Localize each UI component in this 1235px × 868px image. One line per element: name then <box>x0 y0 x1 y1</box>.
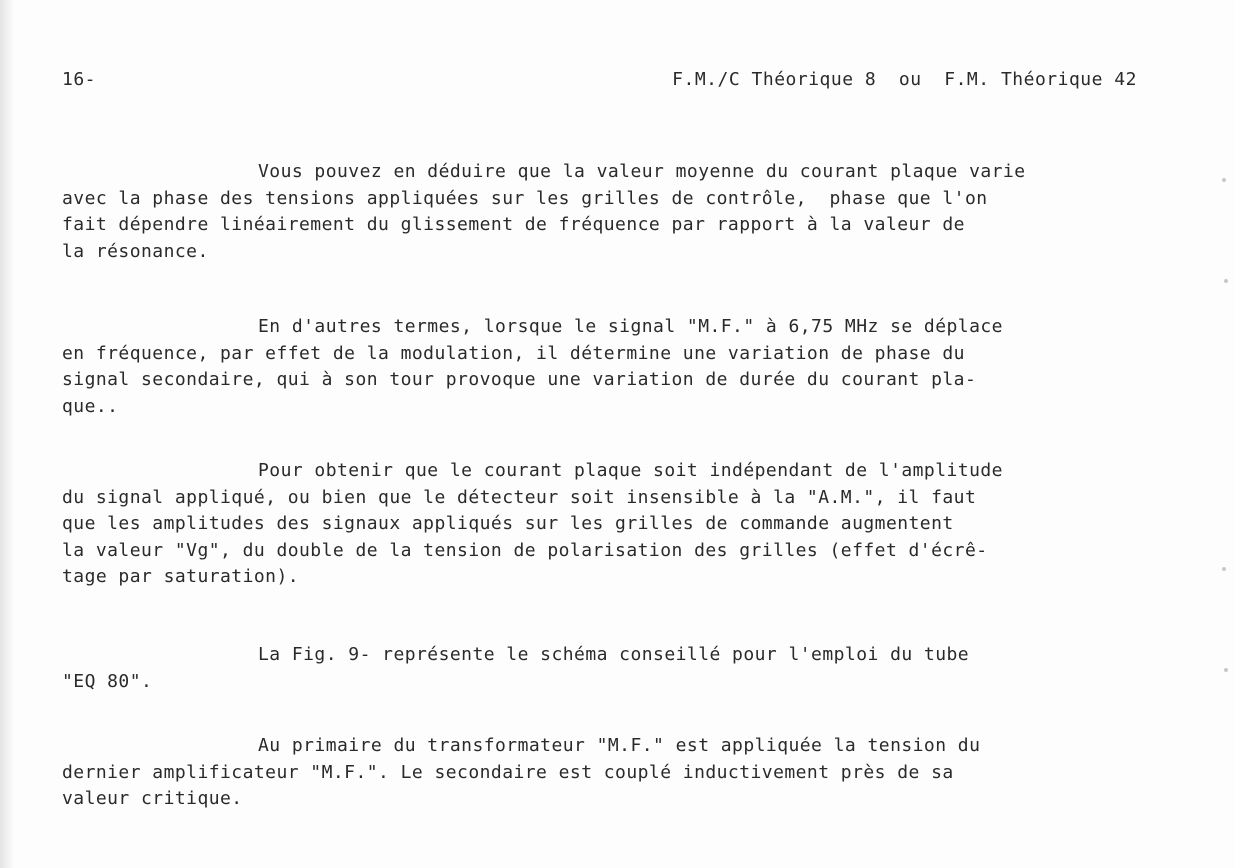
text-line: Pour obtenir que le courant plaque soit indépendant de l'amplitude <box>258 460 1003 481</box>
scan-speck <box>1222 567 1226 571</box>
text-line: "EQ 80". <box>62 670 153 692</box>
text-line: que.. <box>62 395 119 417</box>
text-line: La Fig. 9- représente le schéma conseillé pour l'emploi du tube <box>258 644 970 665</box>
scan-speck <box>1224 668 1228 672</box>
text-line: la résonance. <box>62 240 209 262</box>
text-line: du signal appliqué, ou bien que le détecteur soit insensible à la "A.M.", il faut <box>62 486 977 508</box>
text-line: valeur critique. <box>62 788 243 809</box>
scan-edge-shadow <box>0 0 14 868</box>
text-line: dernier amplificateur "M.F.". Le secondaire est couplé inductivement près de sa <box>62 761 954 783</box>
text-line: fait dépendre linéairement du glissement de fréquence par rapport à la valeur de <box>62 214 965 235</box>
paragraph <box>62 642 1142 695</box>
scan-speck <box>1222 178 1226 182</box>
text-line: Vous pouvez en déduire que la valeur moyenne du courant plaque varie <box>258 161 1026 182</box>
scan-speck <box>1224 279 1228 283</box>
text-line: tage par saturation). <box>62 566 300 587</box>
text-line: avec la phase des tensions appliquées sur les grilles de contrôle, phase que l'on <box>62 187 988 209</box>
text-line: que les amplitudes des signaux appliqués sur les grilles de commande augmentent <box>62 513 954 534</box>
text-line: En d'autres termes, lorsque le signal "M.F." à 6,75 MHz se déplace <box>258 316 1003 337</box>
page-number: 16- <box>62 69 97 90</box>
paragraph <box>62 314 1142 420</box>
paragraph <box>62 159 1142 265</box>
text-line: signal secondaire, qui à son tour provoque une variation de durée du courant pla- <box>62 369 977 390</box>
text-line: en fréquence, par effet de la modulation, il détermine une variation de phase du <box>62 342 965 364</box>
running-header: F.M./C Théorique 8 ou F.M. Théorique 42 <box>672 69 1137 90</box>
text-line: Au primaire du transformateur "M.F." est appliquée la tension du <box>258 735 981 756</box>
paragraph <box>62 458 1142 591</box>
text-line: la valeur "Vg", du double de la tension de polarisation des grilles (effet d'écrê- <box>62 539 988 561</box>
paragraph <box>62 733 1142 813</box>
